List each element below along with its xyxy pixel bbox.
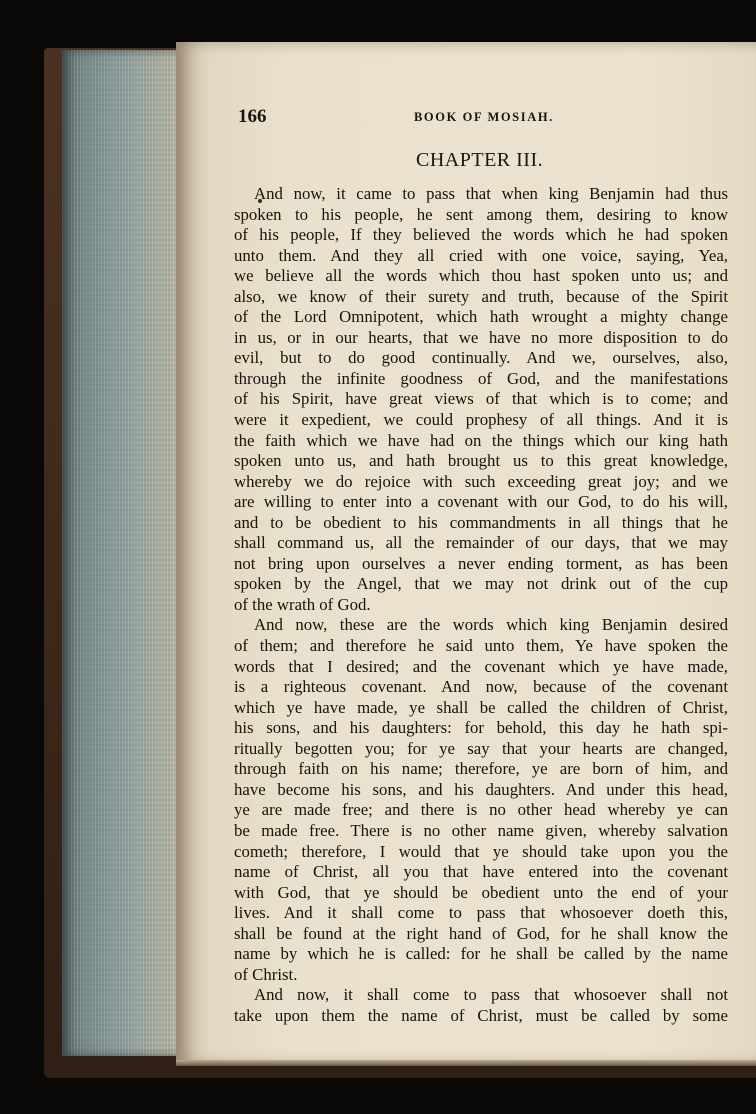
text-line: through faith on his name; therefore, ye are born of him, and — [234, 759, 728, 779]
text-line: were it expedient, we could prophesy of all things. And it is — [234, 410, 728, 430]
text-line: words that I desired; and the covenant which ye have made, — [234, 656, 728, 676]
text-line: evil, but to do good continually. And we, ourselves, also, — [234, 348, 728, 368]
text-line: of his people, If they believed the words which he had spoken — [234, 225, 728, 245]
text-line: cometh; therefore, I would that ye should take upon you the — [234, 841, 728, 861]
text-line: of them; and therefore he said unto them, Ye have spoken the — [234, 636, 728, 656]
text-line: with God, that ye should be obedient unto the end of your — [234, 882, 728, 902]
text-line: not bring upon ourselves a never ending torment, as has been — [234, 553, 728, 573]
book-page — [176, 42, 756, 1064]
page-header — [238, 106, 696, 130]
page-bottom-edge — [176, 1060, 756, 1066]
text-line: name of Christ, all you that have entered into the covenant — [234, 862, 728, 882]
page-number: 166 — [238, 106, 267, 127]
text-line: which ye have made, ye shall be called the children of Christ, — [234, 697, 728, 717]
text-line: also, we know of their surety and truth, because of the Spirit — [234, 286, 728, 306]
running-head: BOOK OF MOSIAH. — [414, 110, 554, 124]
text-line: of his Spirit, have great views of that which is to come; and — [234, 389, 728, 409]
text-line: And now, these are the words which king Benjamin desired — [254, 615, 728, 635]
text-line: ye are made free; and there is no other head whereby ye can — [234, 800, 728, 820]
text-line: take upon them the name of Christ, must be called by some — [234, 1005, 728, 1025]
text-line: of the Lord Omnipotent, which hath wrought a mighty change — [234, 307, 728, 327]
text-line: unto them. And they all cried with one voice, saying, Yea, — [234, 245, 728, 265]
text-line: we believe all the words which thou hast spoken unto us; and — [234, 266, 728, 286]
text-line: is a righteous covenant. And now, because of the covenant — [234, 677, 728, 697]
text-line: spoken unto us, and hath brought us to this great knowledge, — [234, 451, 728, 471]
text-line: shall command us, all the remainder of our days, that we may — [234, 533, 728, 553]
page-stack-edge — [62, 50, 180, 1056]
text-line: And now, it came to pass that when king Benjamin had thus — [254, 184, 728, 203]
text-line: whereby we do rejoice with such exceeding great joy; and we — [234, 471, 728, 491]
text-line: ritually begotten you; for ye say that your hearts are changed, — [234, 738, 728, 758]
text-line: spoken to his people, he sent among them, desiring to know — [234, 204, 728, 224]
text-line: of Christ. — [234, 964, 298, 984]
text-line: his sons, and his daughters: for behold, this day he hath spi- — [234, 718, 728, 738]
text-line: lives. And it shall come to pass that whosoever doeth this, — [234, 903, 728, 923]
body-text — [234, 184, 728, 1026]
text-line: be made free. There is no other name given, whereby salvation — [234, 820, 728, 840]
chapter-title: CHAPTER III. — [416, 149, 544, 171]
text-line: the faith which we have had on the things which our king hath — [234, 430, 728, 450]
text-line: are willing to enter into a covenant with our God, to do his will, — [234, 492, 728, 512]
text-line: through the infinite goodness of God, and the manifestations — [234, 368, 728, 388]
text-line: And now, it shall come to pass that whosoever shall not — [254, 985, 728, 1005]
text-line: spoken by the Angel, that we may not drink out of the cup — [234, 574, 728, 594]
text-line: of the wrath of God. — [234, 594, 371, 614]
text-line: and to be obedient to his commandments in all things that he — [234, 512, 728, 532]
text-line: in us, or in our hearts, that we have no more disposition to do — [234, 327, 728, 347]
text-line: have become his sons, and his daughters. And under this head, — [234, 779, 728, 799]
text-line: shall be found at the right hand of God, for he shall know the — [234, 923, 728, 943]
text-line: name by which he is called: for he shall be called by the name — [234, 944, 728, 964]
